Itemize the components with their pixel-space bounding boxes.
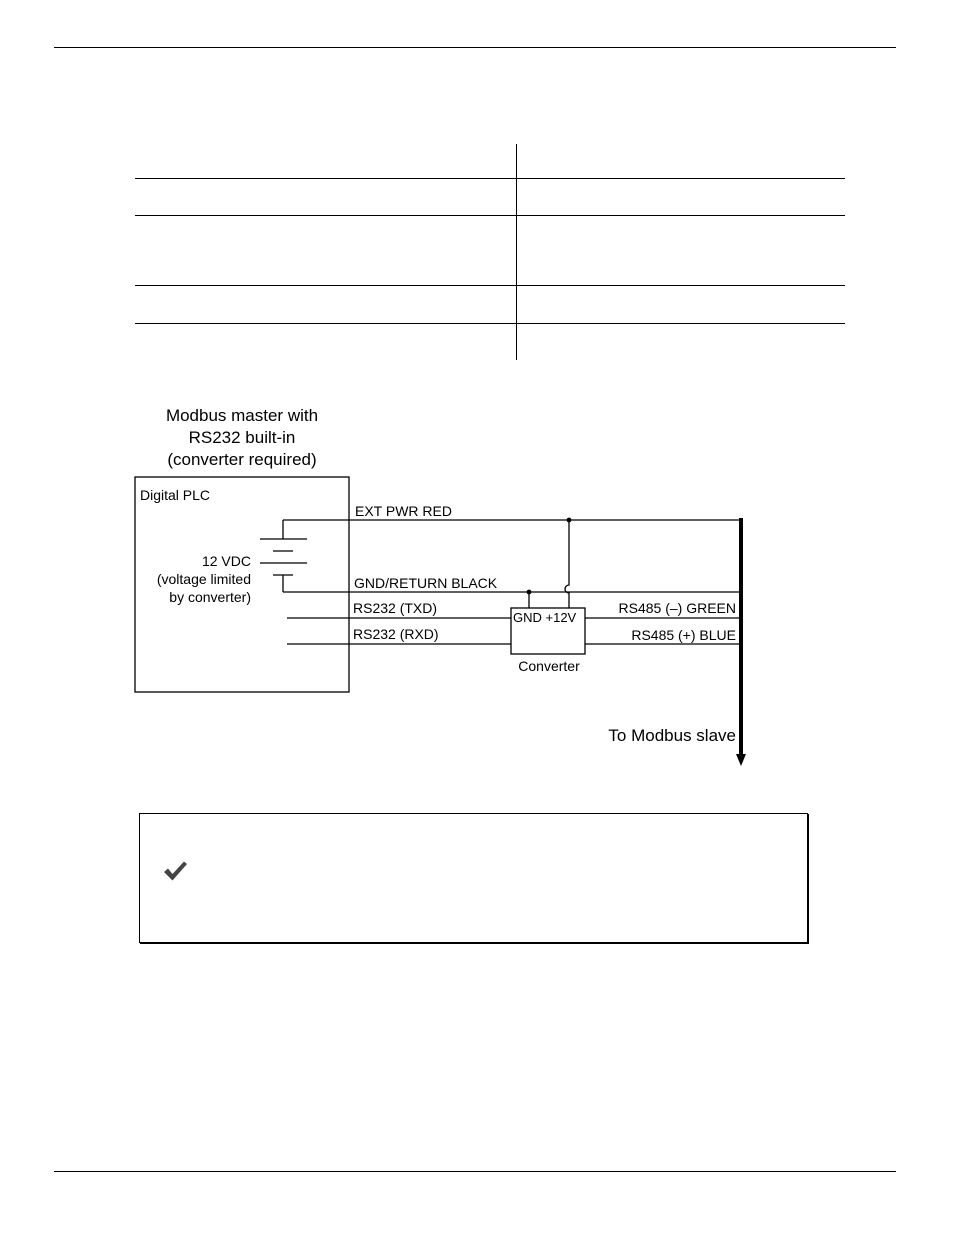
note-box (139, 813, 808, 943)
battery-label-line2: (voltage limited (156, 571, 251, 587)
rs232-txd-label: RS232 (TXD) (353, 600, 438, 616)
battery-label-line1: 12 VDC (201, 553, 251, 569)
battery-label-line3: by converter) (169, 589, 251, 605)
junction-dot (527, 590, 532, 595)
battery-symbol (260, 520, 307, 592)
diagram-title-line1: Modbus master with (165, 406, 319, 425)
diagram-title-line2: RS232 built-in (188, 428, 296, 447)
rs485-minus-label: RS485 (–) GREEN (618, 600, 736, 616)
converter-label: Converter (518, 658, 580, 674)
plc-label: Digital PLC (140, 487, 211, 503)
to-slave-label: To Modbus slave (608, 726, 736, 745)
check-icon (162, 859, 188, 883)
converter-pins-label: GND +12V (513, 610, 577, 625)
rs485-plus-label: RS485 (+) BLUE (631, 627, 736, 643)
gnd-return-label: GND/RETURN BLACK (354, 575, 498, 591)
converter-power-tap (565, 520, 569, 608)
junction-dot (567, 518, 572, 523)
rs232-rxd-label: RS232 (RXD) (353, 626, 439, 642)
diagram-title-line3: (converter required) (167, 450, 317, 469)
arrow-down-icon (736, 754, 746, 766)
ext-pwr-label: EXT PWR RED (355, 503, 452, 519)
